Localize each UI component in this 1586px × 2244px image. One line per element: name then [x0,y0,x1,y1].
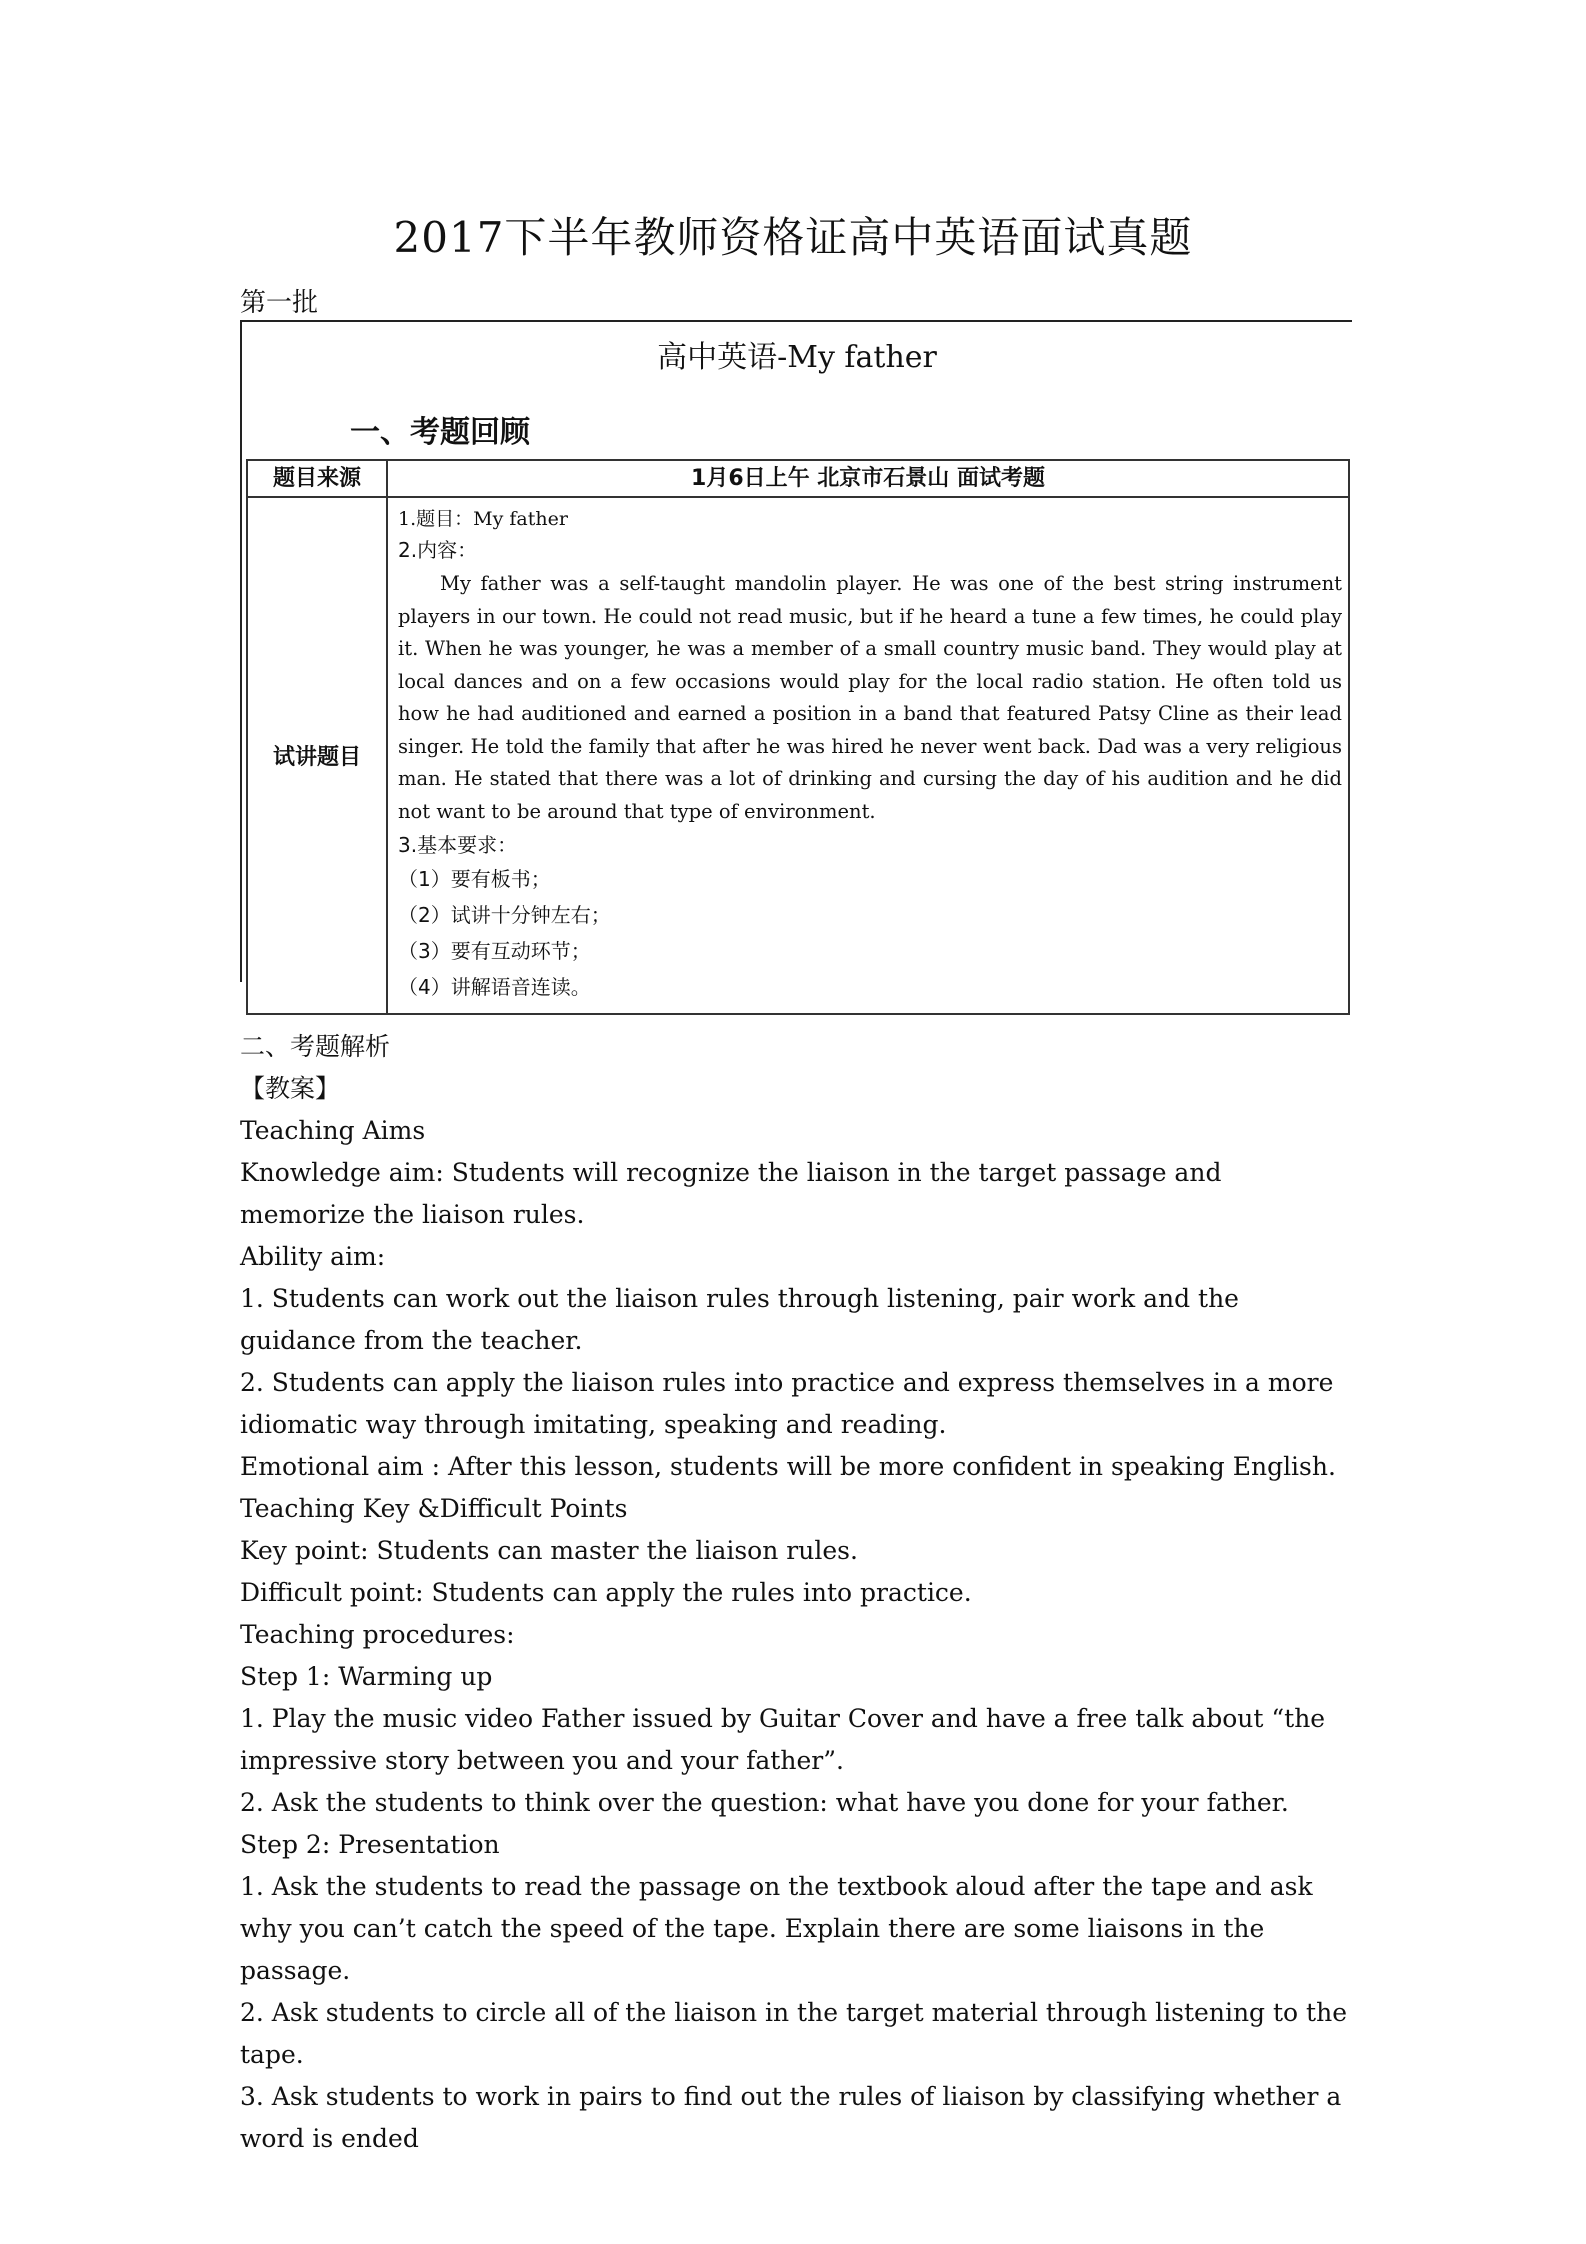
batch-label: 第一批 [240,288,319,318]
paragraph: Step 2: Presentation [240,1830,500,1859]
page-title: 2017下半年教师资格证高中英语面试真题 [393,213,1193,262]
paragraph: Step 1: Warming up [240,1662,493,1691]
section-heading-review: 一、考题回顾 [350,415,530,450]
paragraph: 3. Ask students to work in pairs to find out the rules of liaison by classifying whether a word is ended [240,2082,1342,2153]
paragraph: 2. Ask students to circle all of the liaison in the target material through listening to the tape. [240,1998,1347,2069]
section-heading-analysis: 二、考题解析 [240,1032,391,1061]
exam-review-box [240,320,1352,999]
exam-table [246,459,1350,1015]
lesson-plan-label: 【教案】 [240,1074,341,1103]
paragraph: 1. Students can work out the liaison rules through listening, pair work and the guidance from the teacher. [240,1284,1239,1355]
requirement-item: （2）试讲十分钟左右； [398,903,611,927]
paragraph: Teaching procedures: [240,1620,515,1649]
paragraph: Ability aim: [240,1242,386,1271]
paragraph: 1. Ask the students to read the passage on the textbook aloud after the tape and ask why you can’t catch the speed of the tape. Explain there are some liaisons in the passage. [240,1872,1313,1985]
paragraph: 2. Ask the students to think over the question: what have you done for your father. [240,1788,1289,1817]
requirements-title: 3.基本要求： [398,833,518,857]
lesson-plan-body [240,1026,1350,2160]
paragraph: Emotional aim : After this lesson, students will be more confident in speaking English. [240,1452,1336,1481]
paragraph: Key point: Students can master the liaison rules. [240,1536,858,1565]
requirement-item: （1）要有板书； [398,867,551,891]
topic-line: 1.题目：My father [398,508,568,530]
topic-label: 试讲题目 [247,497,387,1014]
table-row-topic [247,497,1349,1014]
paragraph: 2. Students can apply the liaison rules into practice and express themselves in a more idiomatic way through imitating, speaking and reading. [240,1368,1334,1439]
paragraph: 1. Play the music video Father issued by Guitar Cover and have a free talk about “the impressive story between you and your father”. [240,1704,1326,1775]
paragraph: Knowledge aim: Students will recognize the liaison in the target passage and memorize the liaison rules. [240,1158,1222,1229]
passage-text: My father was a self-taught mandolin player. He was one of the best string instrument players in our town. He could not read music, but if he heard a tune a few times, he could play it. When he was younger, he was a member of a small country music band. They would play at local dances and on a few occasions would play for the local radio station. He often told us how he had auditioned and earned a position in a band that featured Patsy Cline as their lead singer. He told the family that after he was hired he never went back. Dad was a very religious man. He stated that there was a lot of drinking and cursing the day of his audition and he did not want to be around that type of environment. [398,572,1342,823]
table-row-source [247,460,1349,497]
box-title: 高中英语-My father [657,340,937,375]
requirement-item: （3）要有互动环节； [398,939,591,963]
paragraph: Teaching Key &Difficult Points [240,1494,628,1523]
paragraph: Teaching Aims [240,1116,426,1145]
requirement-item: （4）讲解语音连读。 [398,975,591,999]
topic-content [387,497,1349,1014]
source-value: 1月6日上午 北京市石景山 面试考题 [387,460,1349,497]
content-line: 2.内容： [398,538,478,562]
paragraph: Difficult point: Students can apply the rules into practice. [240,1578,972,1607]
source-label: 题目来源 [247,460,387,497]
